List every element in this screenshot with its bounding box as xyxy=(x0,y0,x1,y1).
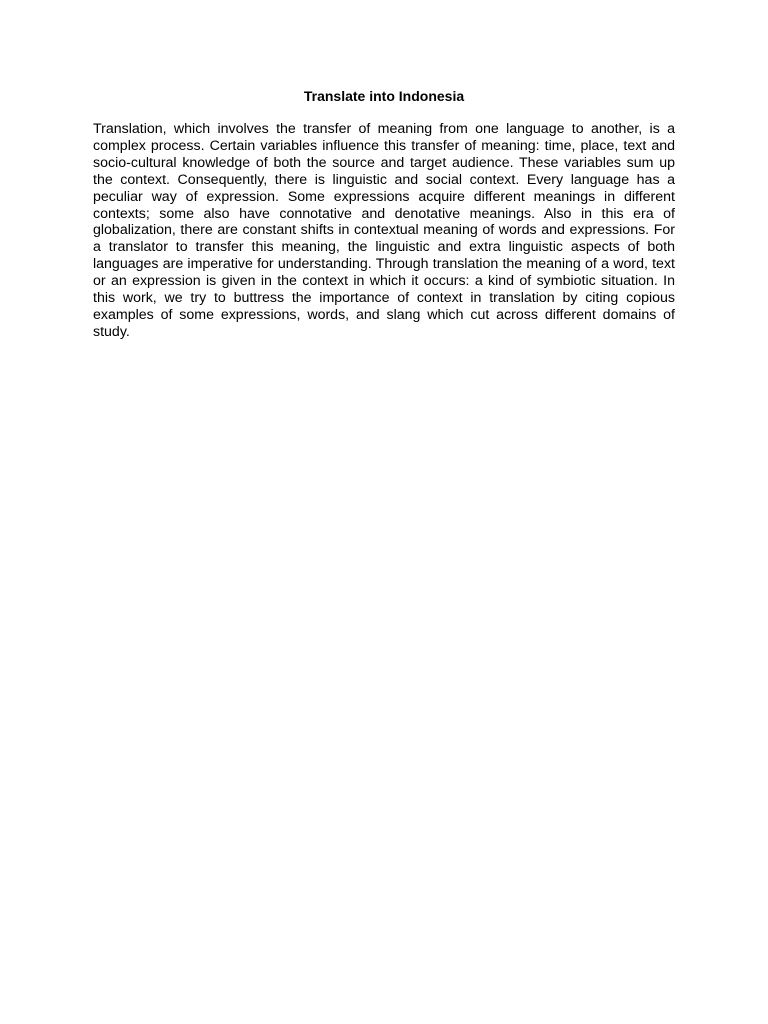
document-body-paragraph: Translation, which involves the transfer of meaning from one language to another, is a complex process. Certain variables influence this transfer of meaning: time, place, text and socio-cultural knowledge of both the source and target audience. These variables sum up the context. Consequently, there is linguistic and social context. Every language has a peculiar way of expression. Some expressions acquire different meanings in different contexts; some also have connotative and denotative meanings. Also in this era of globalization, there are constant shifts in contextual meaning of words and expressions. For a translator to transfer this meaning, the linguistic and extra linguistic aspects of both languages are imperative for understanding. Through translation the meaning of a word, text or an expression is given in the context in which it occurs: a kind of symbiotic situation. In this work, we try to buttress the importance of context in translation by citing copious examples of some expressions, words, and slang which cut across different domains of study. xyxy=(93,121,675,340)
document-title: Translate into Indonesia xyxy=(303,88,465,104)
